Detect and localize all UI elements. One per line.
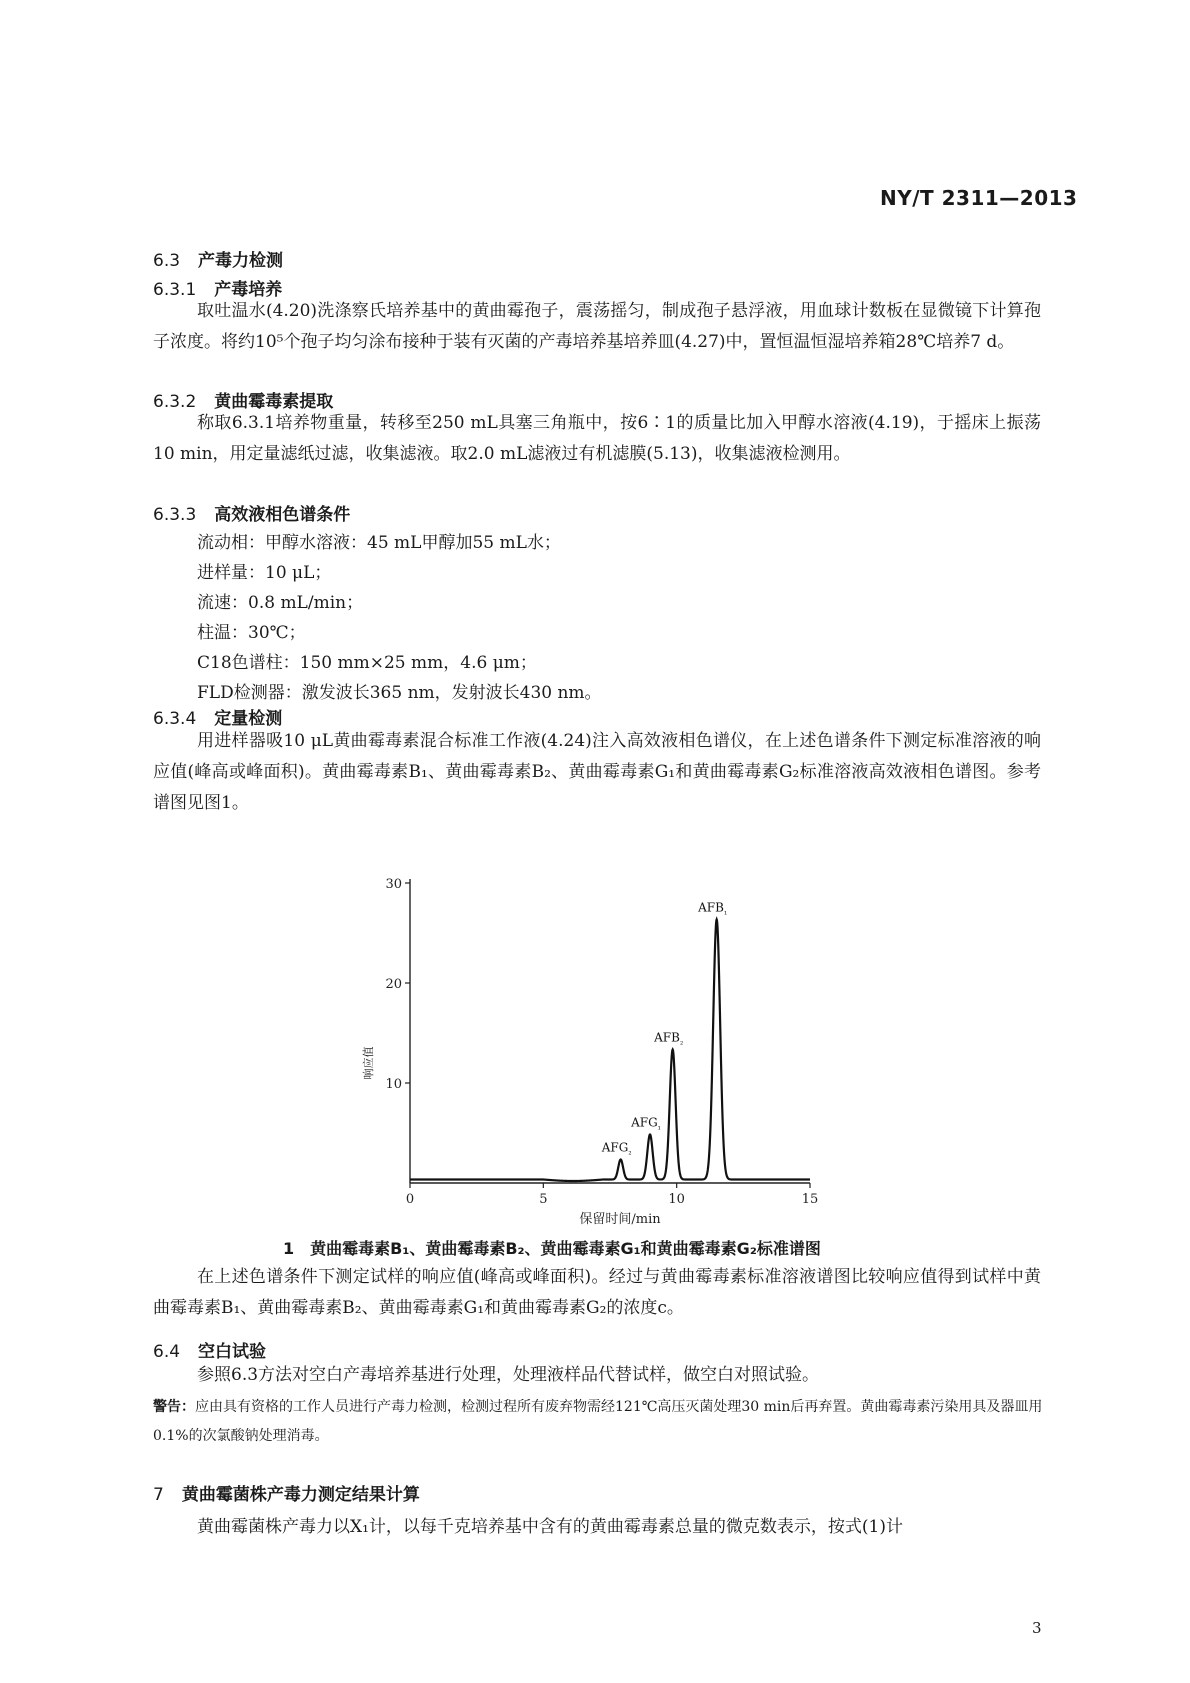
- heading-6-3-3: [153, 500, 350, 525]
- paragraph-6-3-4-results: 在上述色谱条件下测定试样的响应值(峰高或峰面积)。经过与黄曲霉毒素标准溶液谱图比较响应值得到试样中黄曲霉毒素B₁、黄曲霉毒素B₂、黄曲霉毒素G₁和黄曲霉毒素G₂的浓度c。: [153, 1267, 1041, 1318]
- y-axis-label: 响应值: [362, 1046, 375, 1080]
- condition-item: 进样量：10 μL；: [197, 563, 332, 583]
- heading-title: 产毒培养: [214, 280, 283, 300]
- paragraph-6-4: 参照6.3方法对空白产毒培养基进行处理，处理液样品代替试样，做空白对照试验。: [197, 1365, 820, 1385]
- heading-number: 6.3.4: [153, 709, 197, 729]
- y-tick-label: 30: [385, 877, 402, 892]
- warning-text: 应由具有资格的工作人员进行产毒力检测，检测过程所有废弃物需经121℃高压灭菌处理30 min后再弃置。黄曲霉毒素污染用具及器皿用0.1%的次氯酸钠处理消毒。: [153, 1399, 1043, 1444]
- peak-label: $AFG_{_2}$: [601, 1140, 632, 1157]
- warning-label: 警告：: [153, 1399, 195, 1415]
- paragraph-6-3-4: 用进样器吸10 μL黄曲霉毒素混合标准工作液(4.24)注入高效液相色谱仪，在上述色谱条件下测定标准溶液的响应值(峰高或峰面积)。黄曲霉毒素B₁、黄曲霉毒素B₂、黄曲霉毒素G₁和黄曲霉毒素G₂标准溶液高效液相色谱图。参考谱图见图1。: [153, 731, 1041, 813]
- paragraph-6-3-2: 称取6.3.1培养物重量，转移至250 mL具塞三角瓶中，按6∶1的质量比加入甲醇水溶液(4.19)，于摇床上振荡10 min，用定量滤纸过滤，收集滤液。取2.0 mL滤液过有机滤膜(5.13)，收集滤液检测用。: [153, 413, 1041, 464]
- page-number: 3: [1032, 1619, 1042, 1637]
- condition-item: 流速：0.8 mL/min；: [197, 593, 364, 613]
- peak-label: $AFB_{_1}$: [698, 900, 728, 917]
- peak-label: $AFG_{_1}$: [631, 1115, 661, 1132]
- y-tick-label: 20: [385, 977, 402, 992]
- heading-title: 定量检测: [214, 709, 283, 729]
- paragraph-6-3-1: 取吐温水(4.20)洗涤察氏培养基中的黄曲霉孢子，震荡摇匀，制成孢子悬浮液，用血球计数板在显微镜下计算孢子浓度。将约10⁵个孢子均匀涂布接种于装有灭菌的产毒培养基培养皿(4.27)中，置恒温恒湿培养箱28℃培养7 d。: [153, 301, 1041, 352]
- heading-title: 空白试验: [198, 1342, 267, 1362]
- heading-6-3: [153, 246, 283, 271]
- heading-number: 7: [153, 1485, 164, 1505]
- heading-number: 6.3.2: [153, 392, 197, 412]
- condition-item: 流动相：甲醇水溶液：45 mL甲醇加55 mL水；: [197, 533, 561, 553]
- heading-title: 黄曲霉毒素提取: [214, 392, 334, 412]
- heading-number: 6.3.3: [153, 505, 197, 525]
- heading-number: 6.3: [153, 251, 181, 271]
- x-tick-label: 10: [668, 1192, 685, 1207]
- x-axis-label: 保留时间/min: [579, 1212, 661, 1227]
- condition-item: FLD检测器：激发波长365 nm，发射波长430 nm。: [197, 683, 602, 703]
- heading-6-4: [153, 1337, 266, 1362]
- y-tick-label: 10: [385, 1077, 402, 1092]
- heading-number: 6.3.1: [153, 280, 197, 300]
- heading-title: 黄曲霉菌株产毒力测定结果计算: [181, 1485, 420, 1505]
- heading-title: 高效液相色谱条件: [214, 505, 351, 525]
- heading-7: [153, 1480, 420, 1505]
- standard-code: NY/T 2311—2013: [880, 186, 1078, 210]
- x-tick-label: 15: [801, 1192, 819, 1207]
- condition-item: C18色谱柱：150 mm×25 mm，4.6 μm；: [197, 653, 537, 673]
- warning-note: [153, 1393, 1045, 1451]
- x-tick-label: 0: [405, 1192, 415, 1207]
- x-tick-label: 5: [539, 1192, 548, 1207]
- heading-number: 6.4: [153, 1342, 181, 1362]
- chromatogram-chart: [362, 865, 845, 1245]
- paragraph-7: 黄曲霉菌株产毒力以X₁计，以每千克培养基中含有的黄曲霉毒素总量的微克数表示，按式(1)计: [197, 1517, 903, 1537]
- heading-title: 产毒力检测: [198, 251, 284, 271]
- figure-caption: 1 黄曲霉毒素B₁、黄曲霉毒素B₂、黄曲霉毒素G₁和黄曲霉毒素G₂标准谱图: [283, 1239, 821, 1258]
- condition-item: 柱温：30℃；: [197, 623, 306, 643]
- peak-label: $AFB_{_2}$: [654, 1030, 684, 1047]
